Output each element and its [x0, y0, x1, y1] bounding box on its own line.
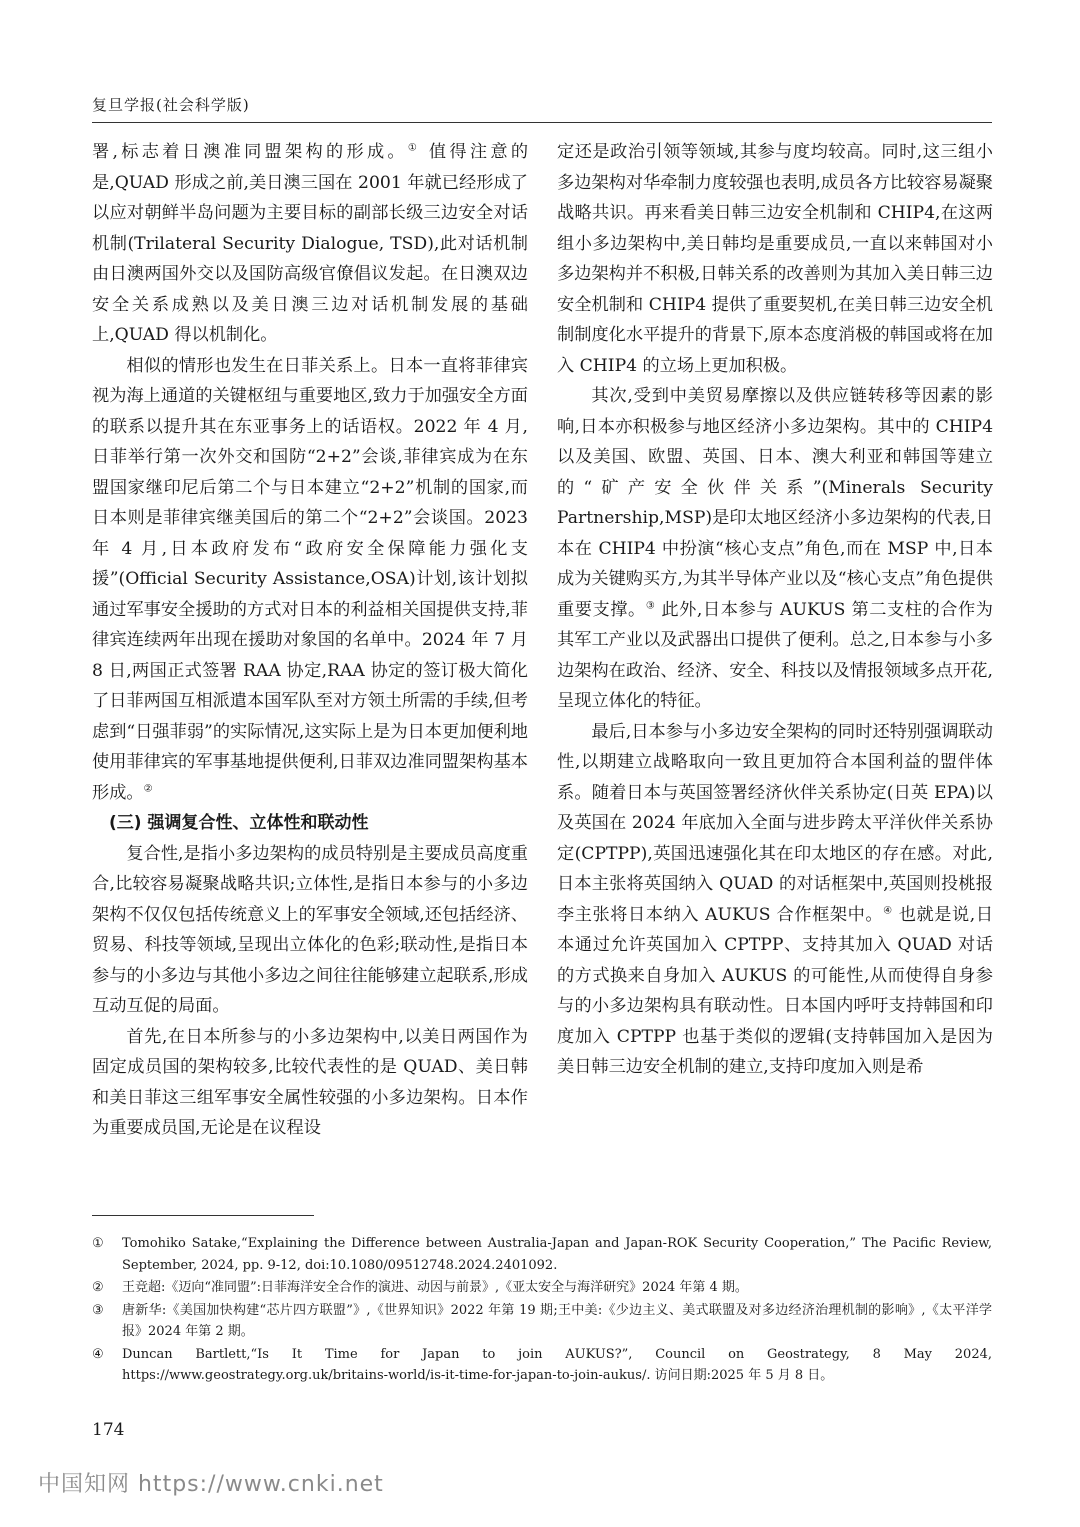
- footnote-text: Tomohiko Satake,“Explaining the Difference between Australia-Japan and Japan-ROK Security Cooperation,” The Pacific Review, September, 2024, pp. 9-12, doi:10.1080/09512748.2024.2401092.: [122, 1236, 992, 1273]
- section-heading: (三) 强调复合性、立体性和联动性: [109, 813, 369, 833]
- right-paragraph-2: [557, 381, 993, 717]
- paragraph-text: 值得注意的是,QUAD 形成之前,美日澳三国在 2001 年就已经形成了以应对朝鲜半岛问题为主要目标的副部长级三边安全对话机制(Trilateral Security Dialogue, TSD),此对话机制由日澳两国外交以及国防高级官僚倡议发起。在日澳双边安全关系成熟以及美日澳三边对话机制发展的基础上,QUAD 得以机制化。: [92, 142, 529, 345]
- left-paragraph-4: 首先,在日本所参与的小多边架构中,以美日两国作为固定成员国的架构较多,比较代表性的是 QUAD、美日韩和美日菲这三组军事安全属性较强的小多边架构。日本作为重要成员国,无论是在议程设: [92, 1026, 528, 1138]
- paragraph-text: 其次,受到中美贸易摩擦以及供应链转移等因素的影响,日本亦积极参与地区经济小多边架构。其中的 CHIP4 以及美国、欧盟、英国、日本、澳大利亚和韩国等建立的“矿产安全伙伴关系”(Minerals Security Partnership,MSP)是印太地区经济小多边架构的代表,日本在 CHIP4 中扮演“核心支点”角色,而在 MSP 中,日本成为关键购买方,为其半导体产业以及“核心支点”角色提供重要支撑。: [557, 386, 993, 620]
- cnki-watermark: 中国知网 https://www.cnki.net: [38, 1472, 384, 1497]
- footnote-ref-1[interactable]: ①: [407, 142, 421, 154]
- footnotes: [92, 1233, 992, 1388]
- left-column: [92, 137, 528, 1144]
- footnote-4: [92, 1344, 992, 1387]
- footnote-text: 唐新华:《美国加快构建“芯片四方联盟”》,《世界知识》2022 年第 19 期;王中美:《少边主义、美式联盟及对多边经济治理机制的影响》,《太平洋学报》2024 年第 2 期。: [122, 1302, 992, 1339]
- paragraph-text: 也就是说,日本通过允许英国加入 CPTPP、支持其加入 QUAD 对话的方式换来自身加入 AUKUS 的可能性,从而使得自身参与的小多边架构具有联动性。日本国内呼吁支持韩国和印度加入 CPTPP 也基于类似的逻辑(支持韩国加入是因为美日韩三边安全机制的建立,支持印度加入则是希: [557, 904, 994, 1077]
- paragraph-text: 相似的情形也发生在日菲关系上。日本一直将菲律宾视为海上通道的关键枢纽与重要地区,致力于加强安全方面的联系以提升其在东亚事务上的话语权。2022 年 4 月,日菲举行第一次外交和国防“2+2”会谈,菲律宾成为在东盟国家继印尼后第二个与日本建立“2+2”机制的国家,而日本则是菲律宾继美国后的第二个“2+2”会谈国。2023 年 4 月,日本政府发布“政府安全保障能力强化支援”(Official Security Assistance,OSA)计划,该计划拟通过军事安全援助的方式对日本的利益相关国提供支持,菲律宾连续两年出现在援助对象国的名单中。2024 年 7 月 8 日,两国正式签署 RAA 协定,RAA 协定的签订极大简化了日菲两国互相派遣本国军队至对方领土所需的手续,但考虑到“日强菲弱”的实际情况,这实际上是为日本更加便利地使用菲律宾的军事基地提供便利,日菲双边准同盟架构基本形成。: [92, 355, 528, 803]
- left-paragraph-2: [92, 351, 528, 809]
- right-column: [557, 137, 993, 1083]
- footnote-1: [92, 1233, 992, 1276]
- footnote-mark: ④: [92, 1346, 104, 1362]
- footnote-2: [92, 1277, 992, 1299]
- footnote-mark: ③: [92, 1302, 104, 1318]
- footnote-3: [92, 1300, 992, 1343]
- footnote-mark: ②: [92, 1280, 104, 1295]
- paragraph-text: 此外,日本参与 AUKUS 第二支柱的合作为其军工产业以及武器出口提供了便利。总之,日本参与小多边架构在政治、经济、安全、科技以及情报领域多点开花,呈现立体化的特征。: [557, 599, 993, 711]
- right-paragraph-1: 定还是政治引领等领域,其参与度均较高。同时,这三组小多边架构对华牵制力度较强也表明,成员各方比较容易凝聚战略共识。再来看美日韩三边安全机制和 CHIP4,在这两组小多边架构中,美日韩均是重要成员,一直以来韩国对小多边架构并不积极,日韩关系的改善则为其加入美日韩三边安全机制和 CHIP4 提供了重要契机,在美日韩三边安全机制制度化水平提升的背景下,原本态度消极的韩国或将在加入 CHIP4 的立场上更加积极。: [557, 142, 993, 376]
- header-rule: [92, 122, 992, 123]
- journal-header: 复旦学报(社会科学版): [92, 96, 250, 114]
- footnote-text: 王竞超:《迈向“准同盟”:日菲海洋安全合作的演进、动因与前景》,《亚太安全与海洋研究》2024 年第 4 期。: [122, 1280, 748, 1295]
- page-number: 174: [92, 1420, 125, 1440]
- footnote-ref-3[interactable]: ③: [645, 599, 656, 611]
- footnote-text[interactable]: Duncan Bartlett,“Is It Time for Japan to join AUKUS?”, Council on Geostrategy, 8 May 2024, https://www.geostrategy.org.uk/britains-world/is-it-time-for-japan-to-join-aukus/. 访问日期:2025 年 5 月 8 日。: [122, 1346, 992, 1383]
- paragraph-text: 最后,日本参与小多边安全架构的同时还特别强调联动性,以期建立战略取向一致且更加符合本国利益的盟伴体系。随着日本与英国签署经济伙伴关系协定(日英 EPA)以及英国在 2024 年底加入全面与进步跨太平洋伙伴关系协定(CPTPP),英国迅速强化其在印太地区的存在感。对此,日本主张将英国纳入 QUAD 的对话框架中,英国则投桃报李主张将日本纳入 AUKUS 合作框架中。: [557, 721, 993, 925]
- right-paragraph-3: [557, 717, 993, 1083]
- footnote-rule: [92, 1215, 314, 1216]
- footnote-mark: ①: [92, 1236, 104, 1251]
- left-paragraph-3: 复合性,是指小多边架构的成员特别是主要成员高度重合,比较容易凝聚战略共识;立体性,是指日本参与的小多边架构不仅仅包括传统意义上的军事安全领域,还包括经济、贸易、科技等领域,呈现出立体化的色彩;联动性,是指日本参与的小多边与其他小多边之间往往能够建立起联系,形成互动互促的局面。: [92, 843, 528, 1016]
- footnote-ref-2[interactable]: ②: [143, 782, 153, 794]
- left-paragraph-1: [92, 137, 528, 351]
- footnote-ref-4[interactable]: ④: [883, 904, 893, 916]
- paragraph-text: 署,标志着日澳准同盟架构的形成。: [92, 142, 408, 162]
